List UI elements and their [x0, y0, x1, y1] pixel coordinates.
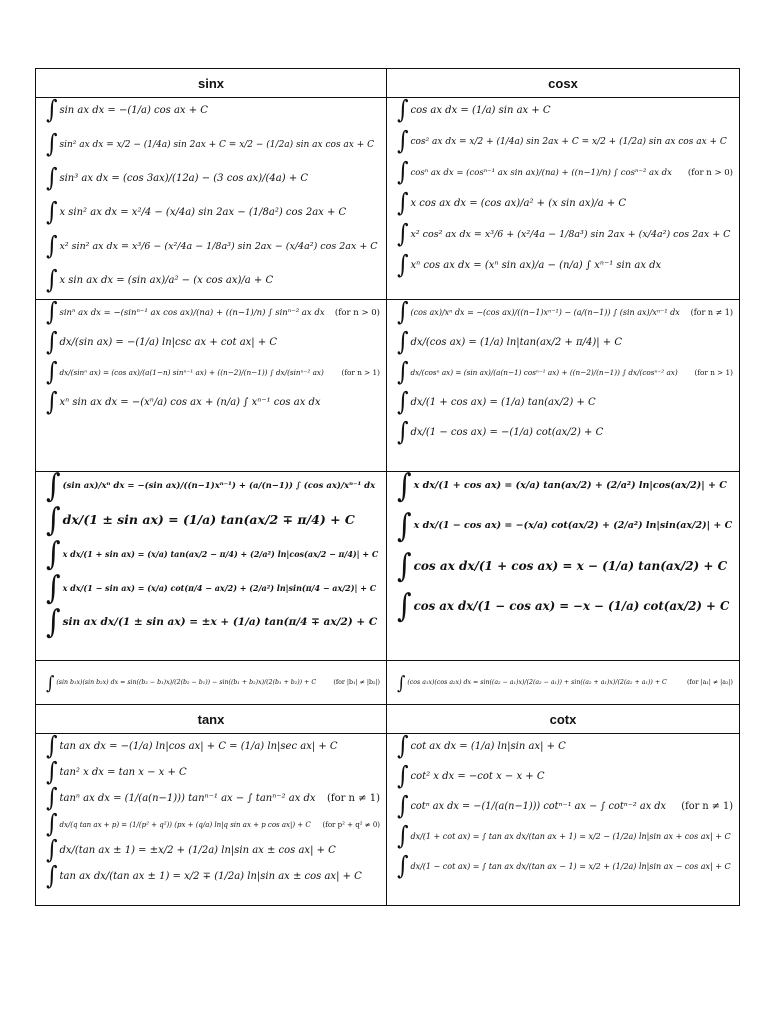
formula-row: [397, 300, 733, 327]
formula-text: (cos a₁x)(cos a₂x) dx = sin((a₂ − a₁)x)/(2(a₂ − a₁)) + sin((a₂ + a₁)x)/(2(a₂ + a₁)) + C: [407, 678, 667, 686]
formula-row: [397, 127, 733, 156]
formula-row: [397, 189, 733, 218]
sin-basic-cell: [36, 98, 387, 299]
integral-sign: ∫: [397, 852, 409, 881]
sin-product-cell: [36, 661, 387, 704]
formula-text: tan² x dx = tan x − x + C: [59, 767, 187, 778]
formula-text: cosⁿ ax dx = (cosⁿ⁻¹ ax sin ax)/(na) + ((n−1)/n) ∫ cosⁿ⁻² ax dx: [410, 168, 672, 178]
formula-row: [397, 852, 733, 881]
formula-row: [397, 388, 733, 417]
formula-text: dx/(1 − cos ax) = −(1/a) cot(ax/2) + C: [410, 427, 604, 438]
formula-row: [397, 734, 733, 761]
formula-text: sin ax dx/(1 ± sin ax) = ±x + (1/a) tan(π/4 ∓ ax/2) + C: [62, 616, 378, 628]
formula-text: x dx/(1 − cos ax) = −(x/a) cot(ax/2) + (2/a²) ln|sin(ax/2)| + C: [413, 520, 733, 531]
formula-row: [46, 784, 380, 813]
formula-text: x sin² ax dx = x²/4 − (x/4a) sin 2ax − (1/8a²) cos 2ax + C: [59, 207, 347, 218]
integral-sign: ∫: [397, 506, 412, 545]
formula-row: [397, 822, 733, 851]
integral-sign: ∫: [46, 388, 58, 417]
formula-text: (cos ax)/xⁿ dx = −(cos ax)/((n−1)xⁿ⁻¹) − (a/(n−1)) ∫ (sin ax)/xⁿ⁻¹ dx: [410, 308, 680, 317]
integral-sign: ∫: [397, 472, 412, 505]
formula-row: [46, 388, 380, 417]
formula-text: x² cos² ax dx = x³/6 + (x²/4a − 1/8a³) sin 2ax + (x/4a²) cos 2ax + C: [410, 229, 731, 240]
row-rational: [36, 471, 739, 660]
row-tan-cot: [36, 733, 739, 905]
formula-row: [46, 862, 380, 891]
integral-sign: ∫: [397, 127, 409, 156]
formula-text: sin² ax dx = x/2 − (1/4a) sin 2ax + C = x/2 − (1/2a) sin ax cos ax + C: [59, 140, 375, 150]
formula-text: cos ax dx = (1/a) sin ax + C: [410, 105, 551, 116]
formula-text: x² sin² ax dx = x³/6 − (x²/4a − 1/8a³) sin 2ax − (x/4a²) cos 2ax + C: [59, 241, 378, 252]
formula-text: dx/(1 ± sin ax) = (1/a) tan(ax/2 ∓ π/4) + C: [62, 512, 355, 527]
integral-sign: ∫: [397, 792, 409, 821]
formula-row: [397, 546, 733, 585]
integral-sign: ∫: [46, 232, 58, 261]
formula-text: dx/(sinⁿ ax) = (cos ax)/(a(1−n) sinⁿ⁻¹ ax) + ((n−2)/(n−1)) ∫ dx/(sinⁿ⁻² ax): [59, 368, 324, 377]
formula-text: dx/(tan ax ± 1) = ±x/2 + (1/2a) ln|sin ax ± cos ax| + C: [59, 845, 336, 856]
sin-power-cell: [36, 300, 387, 471]
formula-text: tanⁿ ax dx = (1/(a(n−1))) tanⁿ⁻¹ ax − ∫ tanⁿ⁻² ax dx: [59, 793, 316, 804]
formula-text: dx/(1 + cos ax) = (1/a) tan(ax/2) + C: [410, 397, 596, 408]
cot-cell: [387, 734, 739, 905]
formula-row: [46, 534, 380, 573]
header-row-tan-cot: [36, 704, 739, 733]
formula-row: [397, 158, 733, 187]
formula-row: [397, 586, 733, 625]
integral-sign: ∫: [397, 358, 409, 387]
integral-sign: ∫: [397, 388, 409, 417]
formula-text: x dx/(1 + cos ax) = (x/a) tan(ax/2) + (2/a²) ln|cos(ax/2)| + C: [413, 480, 727, 491]
formula-row: [397, 506, 733, 545]
integral-sign: ∫: [397, 586, 412, 625]
integral-sign: ∫: [397, 734, 409, 761]
integral-sign: ∫: [397, 98, 409, 125]
integral-sign: ∫: [397, 762, 409, 791]
integral-sign: ∫: [46, 671, 55, 693]
formula-condition: (for n ≠ 1): [681, 801, 733, 812]
cos-product-formula: [397, 671, 733, 693]
formula-text: x dx/(1 − sin ax) = (x/a) cot(π/4 − ax/2) + (2/a²) ln|sin(π/4 − ax/2)| + C: [62, 583, 377, 593]
integral-sign: ∫: [397, 328, 409, 357]
formula-text: (sin b₁x)(sin b₂x) dx = sin((b₂ − b₁)x)/(2(b₂ − b₁)) − sin((b₁ + b₂)x)/(2(b₁ + b₂)) + C: [56, 678, 317, 686]
integral-sign: ∫: [46, 472, 61, 505]
formula-text: dx/(1 + cot ax) = ∫ tan ax dx/(tan ax + 1) = x/2 − (1/2a) ln|sin ax + cos ax| + C: [410, 832, 731, 841]
integral-sign: ∫: [46, 164, 58, 193]
sin-rational-cell: [36, 472, 387, 660]
formula-row: [46, 810, 380, 839]
integral-sign: ∫: [46, 266, 58, 295]
formula-row: [46, 758, 380, 787]
formula-row: [46, 266, 380, 295]
formula-text: cot² x dx = −cot x − x + C: [410, 771, 545, 782]
integral-sign: ∫: [397, 822, 409, 851]
integral-sign: ∫: [397, 220, 409, 249]
integral-sign: ∫: [46, 758, 58, 787]
formula-condition: (for p² + q² ≠ 0): [322, 821, 380, 829]
integral-sign: ∫: [46, 358, 58, 387]
formula-text: cos² ax dx = x/2 + (1/4a) sin 2ax + C = x/2 + (1/2a) sin ax cos ax + C: [410, 137, 727, 147]
integral-sign: ∫: [397, 418, 409, 447]
row-basic: [36, 97, 739, 299]
formula-row: [46, 602, 380, 641]
formula-row: [397, 251, 733, 280]
formula-text: cos ax dx/(1 − cos ax) = −x − (1/a) cot(ax/2) + C: [413, 599, 730, 613]
formula-text: cotⁿ ax dx = −(1/(a(n−1))) cotⁿ⁻¹ ax − ∫ cotⁿ⁻² ax dx: [410, 801, 667, 812]
integral-sign: ∫: [46, 810, 58, 839]
formula-text: dx/(cosⁿ ax) = (sin ax)/(a(n−1) cosⁿ⁻¹ ax) + ((n−2)/(n−1)) ∫ dx/(cosⁿ⁻² ax): [410, 368, 678, 377]
formula-text: x sin ax dx = (sin ax)/a² − (x cos ax)/a + C: [59, 275, 274, 286]
integral-sign: ∫: [46, 862, 58, 891]
formula-row: [46, 836, 380, 865]
formula-text: cot ax dx = (1/a) ln|sin ax| + C: [410, 741, 566, 752]
formula-text: sin ax dx = −(1/a) cos ax + C: [59, 105, 208, 116]
integral-sign: ∫: [397, 546, 412, 585]
formula-row: [397, 358, 733, 387]
formula-condition: (for |a₁| ≠ |a₂|): [686, 678, 733, 686]
formula-text: dx/(1 − cot ax) = ∫ tan ax dx/(tan ax − 1) = x/2 + (1/2a) ln|sin ax − cos ax| + C: [410, 862, 731, 871]
formula-text: x cos ax dx = (cos ax)/a² + (x sin ax)/a + C: [410, 198, 627, 209]
tan-cell: [36, 734, 387, 905]
formula-text: xⁿ sin ax dx = −(xⁿ/a) cos ax + (n/a) ∫ xⁿ⁻¹ cos ax dx: [59, 397, 321, 408]
header-tanx: tanx: [36, 705, 387, 733]
header-sinx: sinx: [36, 69, 387, 97]
formula-condition: (for n > 1): [694, 368, 733, 377]
integral-sign: ∫: [46, 130, 58, 159]
integral-sign: ∫: [46, 198, 58, 227]
formula-text: dx/(cos ax) = (1/a) ln|tan(ax/2 + π/4)| + C: [410, 337, 622, 348]
cos-rational-cell: [387, 472, 739, 660]
formula-condition: (for |b₁| ≠ |b₂|): [333, 678, 380, 686]
formula-text: dx/(q tan ax + p) = (1/(p² + q²)) (px + (q/a) ln|q sin ax + p cos ax|) + C: [59, 821, 311, 829]
integral-sign: ∫: [46, 328, 58, 357]
integral-sign: ∫: [46, 784, 58, 813]
formula-row: [46, 734, 380, 761]
integral-sign: ∫: [46, 500, 61, 539]
formula-row: [46, 500, 380, 539]
formula-row: [397, 328, 733, 357]
integral-sign: ∫: [46, 534, 61, 573]
header-cotx: cotx: [549, 711, 577, 727]
cos-product-cell: [387, 661, 739, 704]
integral-sign: ∫: [46, 836, 58, 865]
formula-condition: (for n > 0): [687, 168, 733, 178]
formula-row: [46, 232, 380, 261]
formula-text: sinⁿ ax dx = −(sinⁿ⁻¹ ax cos ax)/(na) + ((n−1)/n) ∫ sinⁿ⁻² ax dx: [59, 308, 325, 318]
formula-text: tan ax dx = −(1/a) ln|cos ax| + C = (1/a) ln|sec ax| + C: [59, 741, 338, 752]
formula-row: [46, 300, 380, 327]
formula-text: sin³ ax dx = (cos 3ax)/(12a) − (3 cos ax)/(4a) + C: [59, 173, 309, 184]
formula-row: [397, 792, 733, 821]
formula-row: [397, 472, 733, 505]
row-powers: [36, 299, 739, 471]
integral-sign: ∫: [397, 189, 409, 218]
formula-row: [46, 98, 380, 125]
header-cosx: cosx: [548, 75, 578, 91]
formula-row: [46, 198, 380, 227]
formula-condition: (for n ≠ 1): [690, 308, 733, 317]
formula-row: [397, 762, 733, 791]
integral-sign: ∫: [46, 568, 61, 607]
cos-basic-cell: [387, 98, 739, 299]
row-products: [36, 660, 739, 704]
integral-sign: ∫: [397, 158, 409, 187]
formula-row: [46, 358, 380, 387]
formula-row: [46, 328, 380, 357]
formula-text: dx/(sin ax) = −(1/a) ln|csc ax + cot ax| + C: [59, 337, 278, 348]
integral-sign: ∫: [397, 251, 409, 280]
integral-sign: ∫: [46, 300, 58, 327]
formula-condition: (for n > 1): [341, 368, 380, 377]
integral-sign: ∫: [46, 98, 58, 125]
integral-sign: ∫: [46, 734, 58, 761]
formula-row: [397, 418, 733, 447]
formula-text: tan ax dx/(tan ax ± 1) = x/2 ∓ (1/2a) ln|sin ax ± cos ax| + C: [59, 871, 362, 882]
formula-condition: (for n ≠ 1): [326, 793, 380, 804]
cos-power-cell: [387, 300, 739, 471]
formula-row: [46, 130, 380, 159]
header-row-sin-cos: [36, 69, 739, 97]
integral-sign: ∫: [397, 300, 409, 327]
formula-text: (sin ax)/xⁿ dx = −(sin ax)/((n−1)xⁿ⁻¹) + (a/(n−1)) ∫ (cos ax)/xⁿ⁻¹ dx: [62, 481, 376, 491]
formula-row: [397, 220, 733, 249]
formula-text: cos ax dx/(1 + cos ax) = x − (1/a) tan(ax/2) + C: [413, 559, 728, 573]
formula-row: [46, 472, 380, 505]
formula-row: [46, 568, 380, 607]
integral-sign: ∫: [397, 671, 406, 693]
integral-sign: ∫: [46, 602, 61, 641]
formula-text: xⁿ cos ax dx = (xⁿ sin ax)/a − (n/a) ∫ xⁿ⁻¹ sin ax dx: [410, 260, 662, 271]
formula-row: [397, 98, 733, 125]
sin-product-formula: [46, 671, 380, 693]
formula-condition: (for n > 0): [334, 308, 380, 318]
integral-table: [35, 68, 740, 906]
formula-text: x dx/(1 + sin ax) = (x/a) tan(ax/2 − π/4) + (2/a²) ln|cos(ax/2 − π/4)| + C: [62, 549, 379, 559]
formula-row: [46, 164, 380, 193]
